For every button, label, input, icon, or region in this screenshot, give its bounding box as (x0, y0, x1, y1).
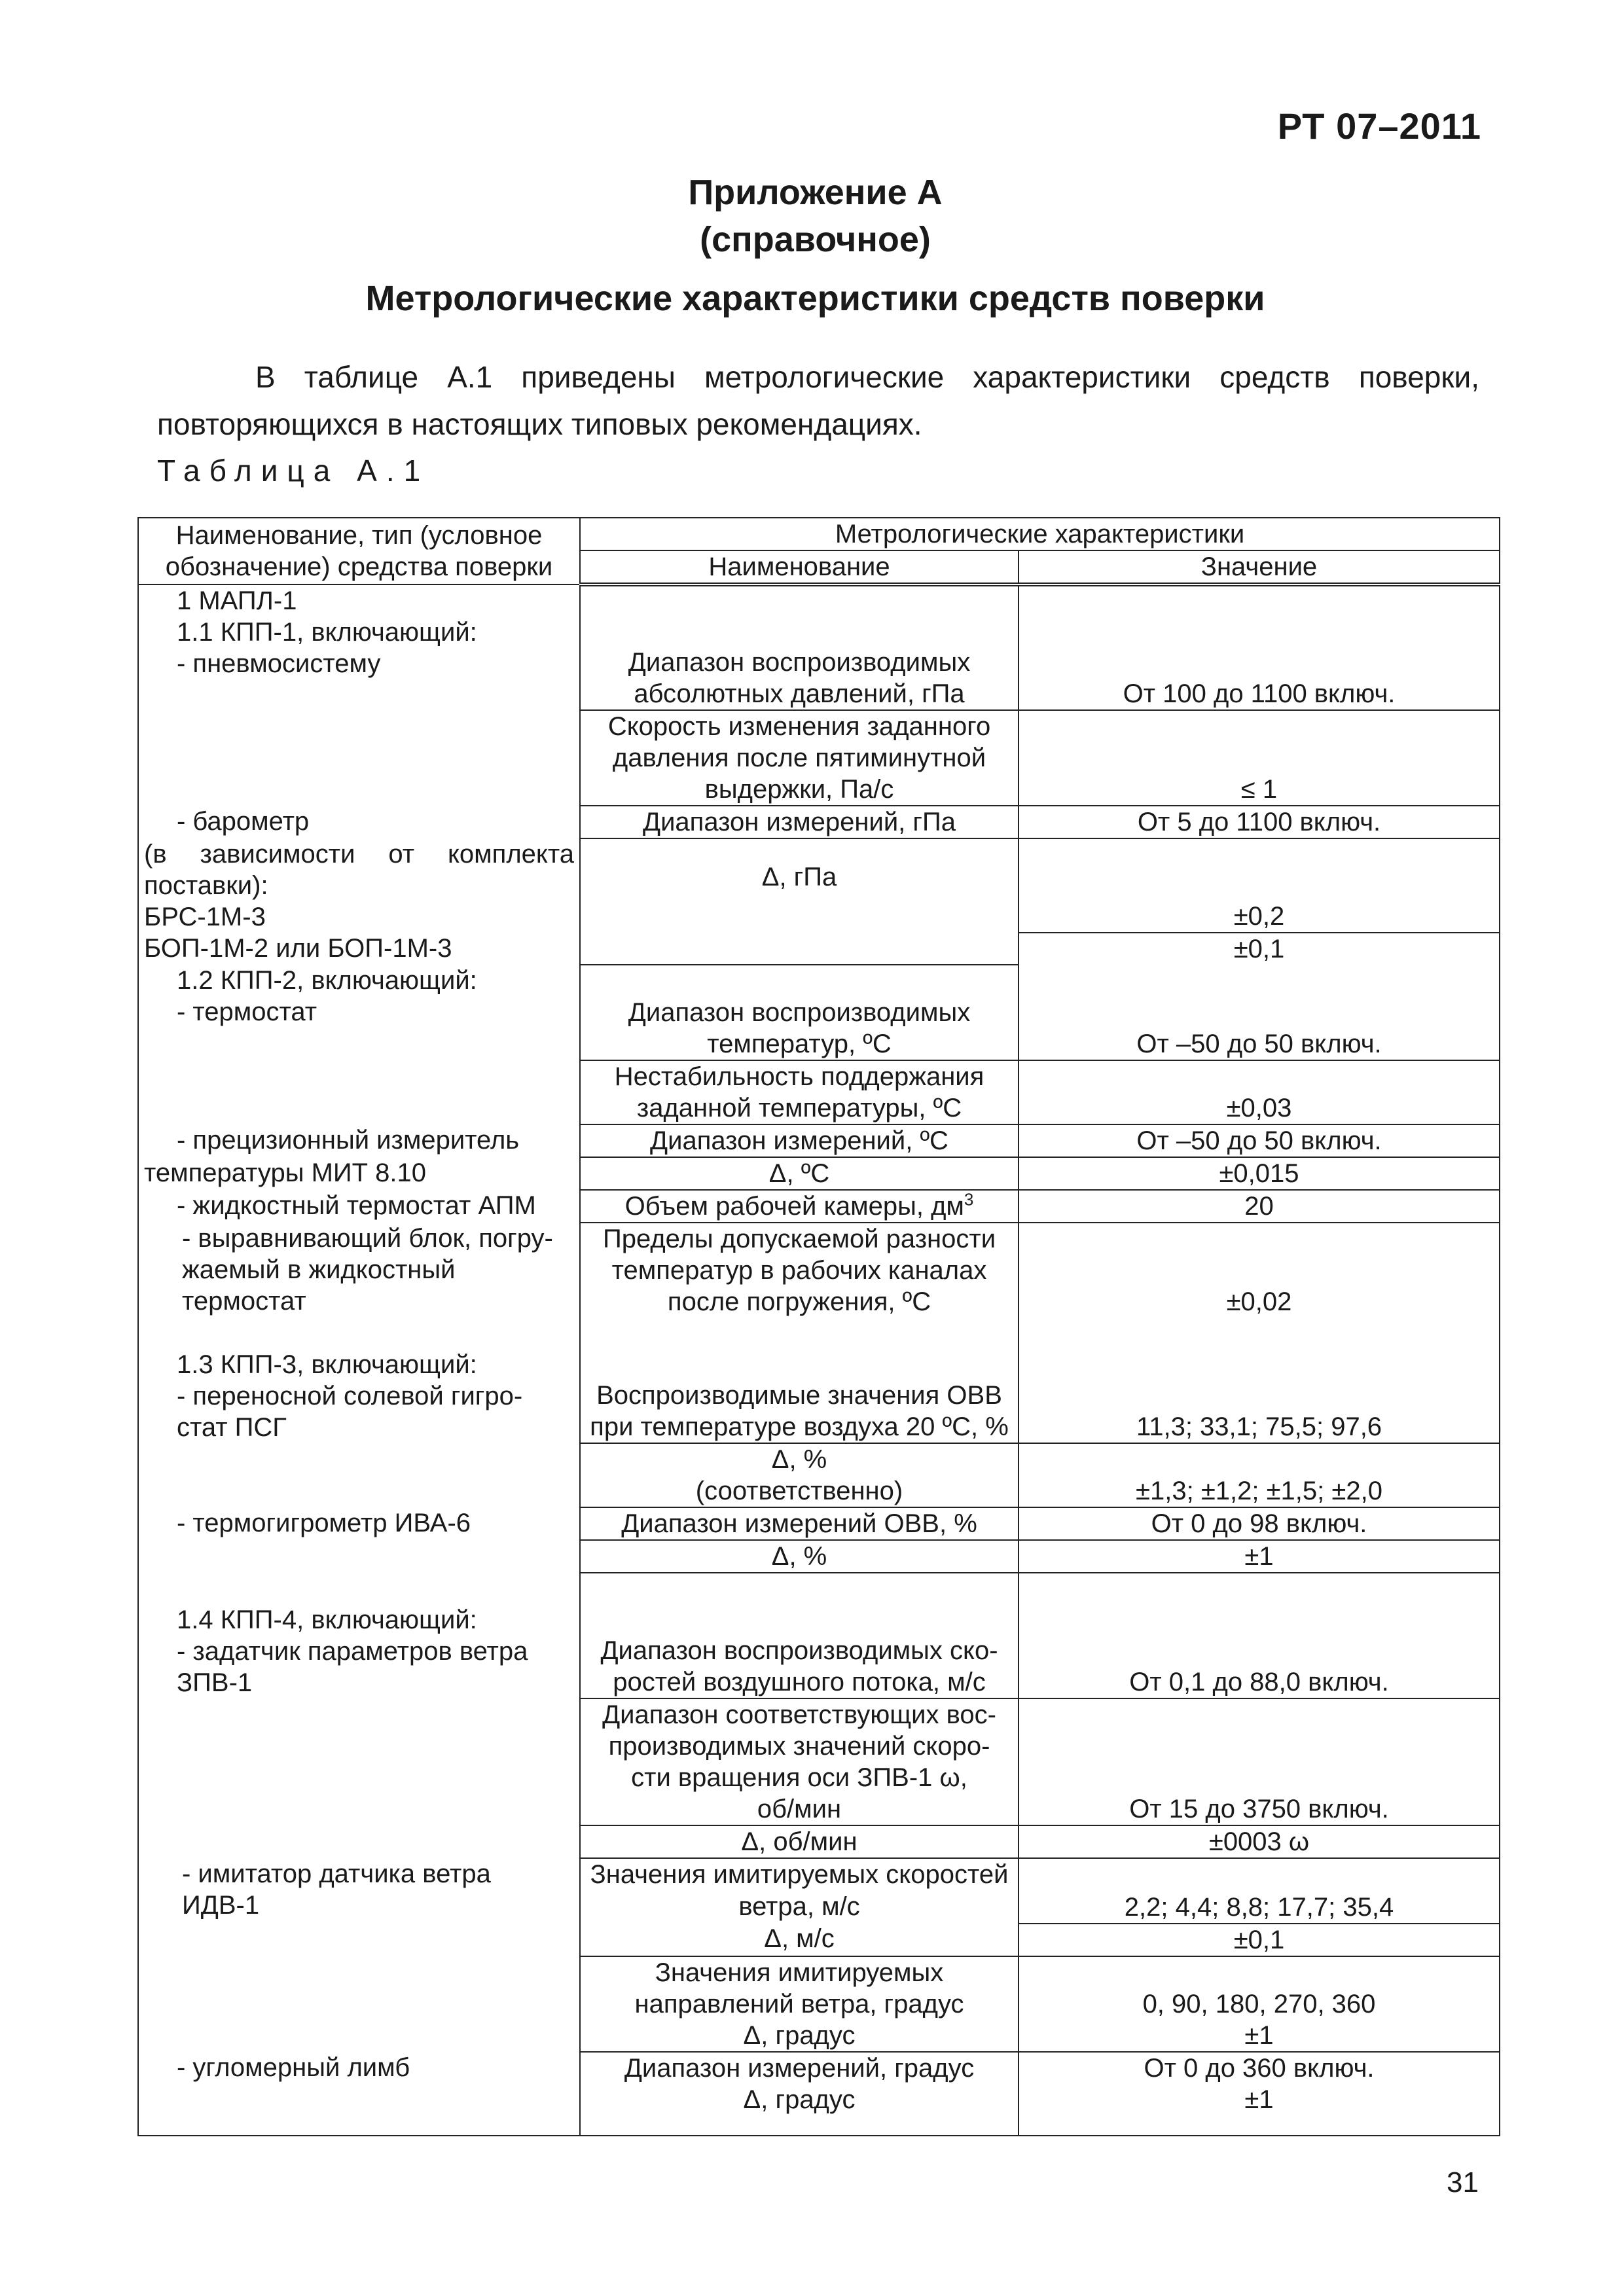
table-cell-char: Пределы допускаемой разности температур в рабочих каналах после погружения, ºС (580, 1223, 1019, 1318)
table-cell-tool: 1 МАПЛ-1 1.1 КПП-1, включающий: - пневмосистему (138, 584, 580, 710)
table-cell-tool: температуры МИТ 8.10 (138, 1157, 580, 1190)
header-char-name: Наименование (580, 550, 1019, 584)
table-cell-tool (138, 1060, 580, 1124)
section-title: Метрологические характеристики средств поверки (365, 279, 1265, 318)
table-cell-char: Диапазон соответствующих вос- производимых значений скоро- сти вращения оси ЗПВ-1 ω, об/мин (580, 1698, 1019, 1825)
table-cell-char: Δ, гПа (580, 838, 1019, 965)
table-cell-char: Δ, ºС (580, 1157, 1019, 1190)
table-cell-value: ±1 (1019, 1540, 1500, 1573)
table-cell-value: От 15 до 3750 включ. (1019, 1698, 1500, 1825)
table-cell-value: От –50 до 50 включ. (1019, 965, 1500, 1060)
table-cell-tool: - термогигрометр ИВА-6 (138, 1507, 580, 1540)
barometer-model-brs: БРС-1М-3 (144, 903, 266, 931)
table-cell-char: Δ, % (580, 1540, 1019, 1573)
table-cell-value: От 5 до 1100 включ. (1019, 806, 1500, 838)
table-cell-tool (138, 710, 580, 806)
table-cell-value: От 0 до 98 включ. (1019, 1507, 1500, 1540)
table-cell-tool (138, 1443, 580, 1507)
header-tool-name: Наименование, тип (условное обозначение) средства поверки (138, 518, 580, 584)
table-cell-tool (138, 1540, 580, 1573)
table-cell-char: Диапазон воспроизводимых абсолютных давлений, гПа (580, 584, 1019, 710)
wind-speed-delta-label: Δ, м/с (764, 1924, 835, 1953)
page-number: 31 (1447, 2166, 1479, 2198)
table-cell-char: Воспроизводимые значения ОВВ при температуре воздуха 20 ºС, % (580, 1318, 1019, 1443)
appendix-title (0, 169, 1624, 263)
table-cell-char: Диапазон измерений ОВВ, % (580, 1507, 1019, 1540)
table-cell-value: От 0,1 до 88,0 включ. (1019, 1573, 1500, 1698)
table-cell-tool (138, 838, 580, 933)
table-cell-tool (138, 1956, 580, 2052)
table-cell-char: Диапазон измерений, гПа (580, 806, 1019, 838)
table-caption: Таблица А.1 (157, 454, 430, 488)
table-cell-value: ±0,1 (1019, 933, 1500, 965)
table-cell-tool (138, 1698, 580, 1825)
table-cell-value: ±0,03 (1019, 1060, 1500, 1124)
table-cell-value: ≤ 1 (1019, 710, 1500, 806)
intro-paragraph: В таблице А.1 приведены метрологические характеристики средств поверки, повторяющихся в настоящих типовых рекомендациях. (157, 360, 1479, 441)
table-cell-value: От 0 до 360 включ. ±1 (1019, 2052, 1500, 2136)
table-cell-char: Значения имитируемых скоростей ветра, м/с Δ, м/с (580, 1858, 1019, 1956)
table-cell-char: Диапазон измерений, ºС (580, 1124, 1019, 1157)
table-cell-value: 20 (1019, 1190, 1500, 1223)
table-cell-tool: - выравнивающий блок, погру- жаемый в жидкостный термостат (138, 1223, 580, 1318)
table-cell-tool: - барометр (138, 806, 580, 838)
table-cell-value: ±0,015 (1019, 1157, 1500, 1190)
table-cell-value: 11,3; 33,1; 75,5; 97,6 (1019, 1318, 1500, 1443)
appendix-title-line1: Приложение А (688, 173, 943, 212)
table-cell-value: От –50 до 50 включ. (1019, 1124, 1500, 1157)
table-cell-char: Нестабильность поддержания заданной температуры, ºС (580, 1060, 1019, 1124)
table-cell-value: От 100 до 1100 включ. (1019, 584, 1500, 710)
table-cell-value: ±0,2 (1019, 838, 1500, 933)
table-cell-value: ±0,02 (1019, 1223, 1500, 1318)
table-cell-char: Объем рабочей камеры, $дм^3$ (580, 1190, 1019, 1223)
table-cell-char: Значения имитируемых направлений ветра, градус Δ, градус (580, 1956, 1019, 2052)
table-cell-char: Диапазон воспроизводимых ско- ростей воздушного потока, м/с (580, 1573, 1019, 1698)
characteristics-table (137, 517, 1500, 2136)
table-cell-char: Δ, % (соответственно) (580, 1443, 1019, 1507)
header-characteristics-group: Метрологические характеристики (580, 518, 1500, 550)
table-cell-tool: - угломерный лимб (138, 2052, 580, 2136)
document-code: РТ 07–2011 (1277, 105, 1481, 147)
table-cell-value: ±1,3; ±1,2; ±1,5; ±2,0 (1019, 1443, 1500, 1507)
table-cell-char: Скорость изменения заданного давления после пятиминутной выдержки, Па/с (580, 710, 1019, 806)
table-cell-tool: 1.3 КПП-3, включающий: - переносной солевой гигро- стат ПСГ (138, 1318, 580, 1443)
barometer-note-line: (в зависимости от комплекта поставки): (144, 840, 574, 900)
table-cell-char: Диапазон измерений, градус Δ, градус (580, 2052, 1019, 2136)
table-cell-tool: 1.2 КПП-2, включающий: - термостат (138, 965, 580, 1060)
table-cell-tool: - прецизионный измеритель (138, 1124, 580, 1157)
table-cell-tool: 1.4 КПП-4, включающий: - задатчик параметров ветра ЗПВ-1 (138, 1573, 580, 1698)
table-cell-value: 2,2; 4,4; 8,8; 17,7; 35,4 (1019, 1858, 1500, 1924)
table-cell-value: ±0003 ω (1019, 1825, 1500, 1858)
table-cell-tool: - имитатор датчика ветра ИДВ-1 (138, 1858, 580, 1956)
table-cell-tool (138, 1825, 580, 1858)
appendix-title-line2: (справочное) (700, 220, 931, 259)
table-cell-char: Диапазон воспроизводимых температур, ºС (580, 965, 1019, 1060)
header-char-value: Значение (1019, 550, 1500, 584)
table-cell-value: ±0,1 (1019, 1924, 1500, 1956)
characteristics-table-wrapper (137, 517, 1499, 2136)
table-cell-char: Δ, об/мин (580, 1825, 1019, 1858)
table-cell-tool: БОП-1М-2 или БОП-1М-3 (138, 933, 580, 965)
table-cell-tool: - жидкостный термостат АПМ (138, 1190, 580, 1223)
table-cell-value: 0, 90, 180, 270, 360 ±1 (1019, 1956, 1500, 2052)
superscript-3: 3 (964, 1189, 974, 1210)
